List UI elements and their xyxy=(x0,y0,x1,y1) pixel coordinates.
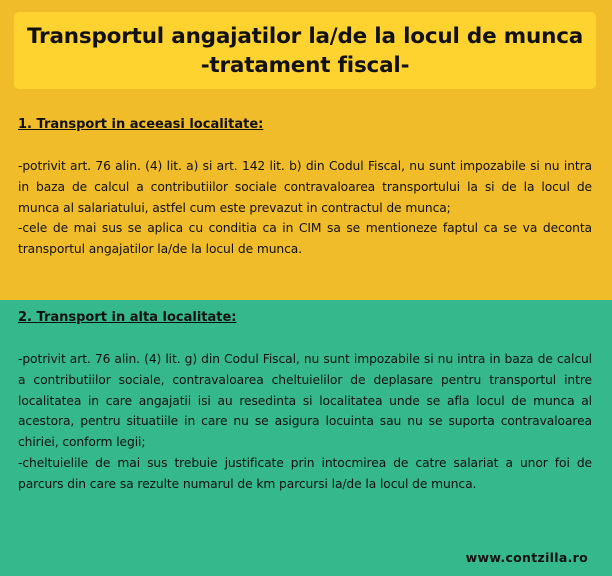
page-title: Transportul angajatilor la/de la locul de munca xyxy=(26,23,584,49)
section-heading: 1. Transport in aceeasi localitate: xyxy=(18,117,264,132)
section-paragraph: -cheltuielile de mai sus trebuie justificate prin intocmirea de catre salariat a unor foi de parcurs din care sa rezulte numarul de km parcursi la/de la locul de munca. xyxy=(18,455,592,491)
section-heading: 2. Transport in alta localitate: xyxy=(18,310,237,325)
section-other-locality xyxy=(18,309,592,495)
section-same-locality xyxy=(18,116,592,260)
section-paragraph: -cele de mai sus se aplica cu conditia ca in CIM sa se mentioneze faptul ca se va deconta transportul angajatilor la/de la locul de munca. xyxy=(18,221,592,257)
page-subtitle: -tratament fiscal- xyxy=(200,52,410,78)
website-link[interactable]: www.contzilla.ro xyxy=(465,550,588,565)
section-paragraph: -potrivit art. 76 alin. (4) lit. g) din Codul Fiscal, nu sunt impozabile si nu intra in baza de calcul a contributiilor sociale, contravaloarea cheltuielilor de deplasare pentru transportul intre localitatea in care angajatii isi au resedinta si localitatea unde se afla locul de munca al acestora, pentru situatiile in care nu se asigura locuinta sau nu se suporta contravaloarea chiriei, conform legii; xyxy=(18,352,592,450)
section-paragraph: -potrivit art. 76 alin. (4) lit. a) si art. 142 lit. b) din Codul Fiscal, nu sunt impozabile si nu intra in baza de calcul a contributiilor sociale contravaloarea transportului la si de la locul de munca al salariatului, astfel cum este prevazut in contractul de munca; xyxy=(18,159,592,215)
title-box xyxy=(14,12,596,89)
